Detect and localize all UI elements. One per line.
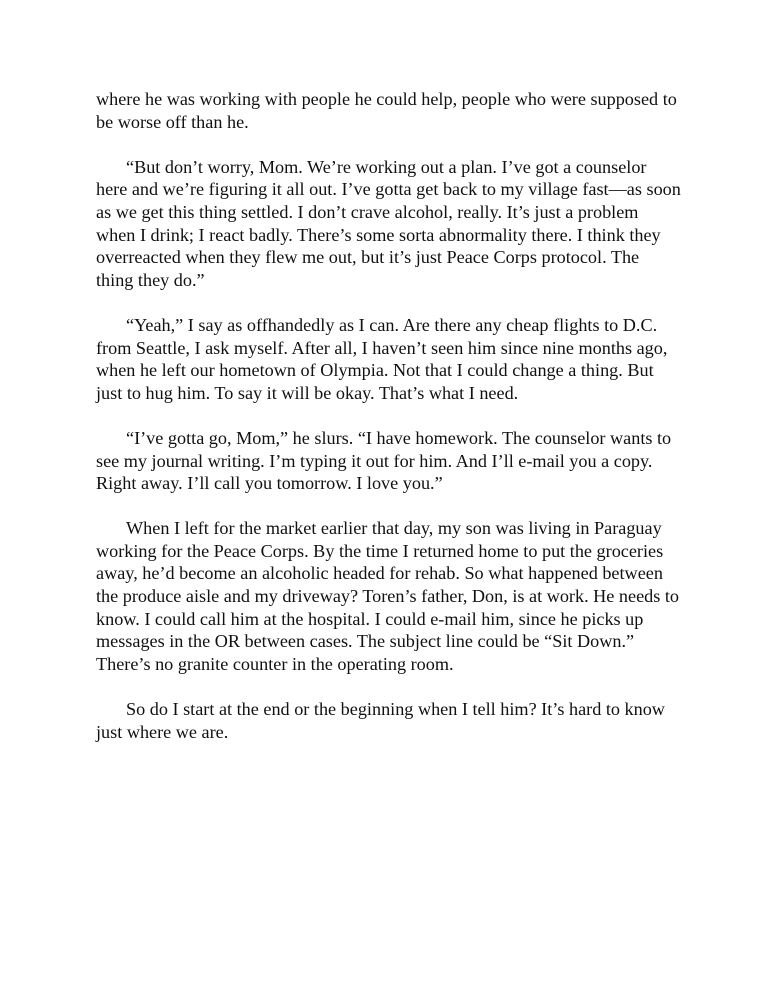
paragraph: “But don’t worry, Mom. We’re working out a plan. I’ve got a counselor here and we’re figuring it all out. I’ve gotta get back to my village fast—as soon as we get this thing settled. I don’t crave alcohol, really. It’s just a problem when I drink; I react badly. There’s some sorta abnormality there. I think they overreacted when they flew me out, but it’s just Peace Corps protocol. The thing they do.” (96, 156, 681, 290)
paragraph: “I’ve gotta go, Mom,” he slurs. “I have homework. The counselor wants to see my journal writing. I’m typing it out for him. And I’ll e-mail you a copy. Right away. I’ll call you tomorrow. I love you.” (96, 427, 672, 494)
paragraph: When I left for the market earlier that day, my son was living in Paraguay working for the Peace Corps. By the time I returned home to put the groceries away, he’d become an alcoholic headed for rehab. So what happened between the produce aisle and my driveway? Toren’s father, Don, is at work. He needs to know. I could call him at the hospital. I could e-mail him, since he picks up messages in the OR between cases. The subject line could be “Sit Down.” There’s no granite counter in the operating room. (96, 518, 680, 674)
paragraph: So do I start at the end or the beginning when I tell him? It’s hard to know just where we are. (96, 699, 665, 742)
paragraph: where he was working with people he could help, people who were supposed to be worse off than he. (96, 89, 677, 132)
document-page (96, 88, 681, 766)
paragraph: “Yeah,” I say as offhandedly as I can. Are there any cheap flights to D.C. from Seattle, I ask myself. After all, I haven’t seen him since nine months ago, when he left our hometown of Olympia. Not that I could change a thing. But just to hug him. To say it will be okay. That’s what I need. (96, 314, 668, 403)
